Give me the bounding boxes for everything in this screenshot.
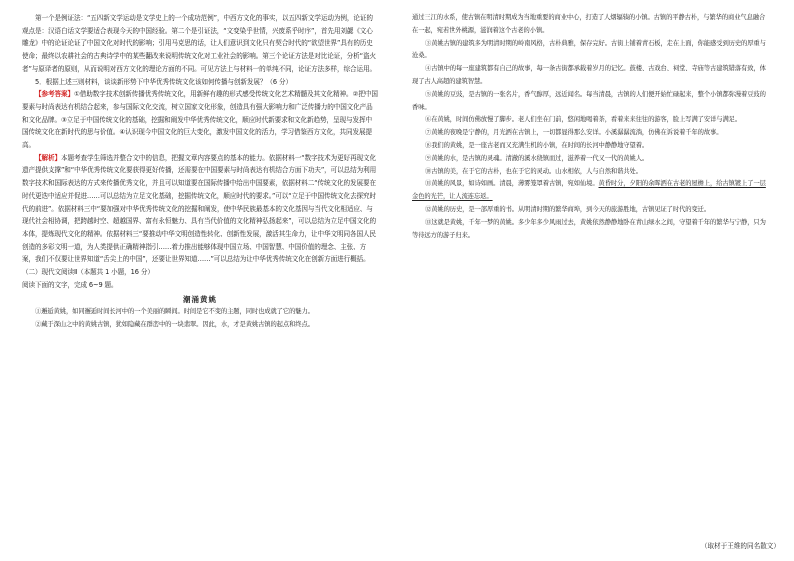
passage-paragraph-3: ③黄姚古镇的建筑多为明清时期的岭南风格，古朴典雅，保存完好。古街上铺着青石板，走在上面，你能感受到历史的厚重与沧桑。 bbox=[412, 39, 766, 60]
analysis-tag: 【解析】 bbox=[35, 153, 61, 162]
underlined-sentence: 黄昏时分，夕阳的余晖洒在古老的屋檐上，给古镇镀上了一层金色的光芒，让人流连忘返。 bbox=[412, 180, 766, 201]
left-column bbox=[22, 12, 378, 332]
passage-source: （取材于王维的同名散文） bbox=[700, 542, 780, 550]
passage-paragraph-4: ④古镇中的每一座建筑都有自己的故事，每一条古街都承载着岁月的记忆。鼓楼、古戏台、祠堂、寺庙等古建筑错落有致，体现了古人高超的建筑智慧。 bbox=[412, 65, 766, 85]
analysis-text: 本题考查学生筛选并整合文中的信息，把握文章内容要点的基本的能力。依据材料一“数字技术为更好再现文化遗产提供支撑”和“中华优秀传统文化要获得更好传播，还需要在中国要素与时尚表达有机结合方面下功夫”，可以总结为利用数字技术和国际表达的方式来传播优秀文化，并且可以知道要在国际传播中给出中国要素，依据材料二“传统文化的发展要在时代更迭中适应并促进……可以总结为立足文化基础，挖掘传统文化，顺应时代的要求。”可以“立足于中国传统文化去探究时代的前进”。依据材料三中“要加强对中华优秀传统文化的挖掘和阐发，使中华民族最基本的文化基因与当代文化相适应、与现代社会相协调，把跨越时空、超越国界、富有永恒魅力、具有当代价值的文化精神弘扬起来”，可以总结为立足中国文化的本体，提炼现代文化的精神。依据材料三“要推动中华文明创造性转化、创新性发展，激活其生命力，让中华文明同各国人民创造的多彩文明一道，为人类提供正确精神指引……着力推出能够体现中国立场、中国智慧、中国价值的理念、主张、方案，我们不仅要让世界知道“舌尖上的中国”，还要让世界知道……”可以总结为让中华优秀传统文化在创新方面进行概括。 bbox=[22, 153, 377, 264]
right-column bbox=[412, 12, 768, 242]
passage-paragraph-9: ⑨黄姚的水，是古镇的灵魂。清澈的溪水绕镇而过，滋养着一代又一代的黄姚人。 bbox=[425, 154, 649, 162]
passage-paragraph-2: ②藏于深山之中的黄姚古镇，犹如隐藏在群峦中的一块翡翠。因此，水，才是黄姚古镇的起点和终点。 bbox=[35, 321, 314, 329]
reference-answer: ①借助数字技术创新传播优秀传统文化，用新鲜有趣的形式感受传统文化艺术精髓及其文化精神。②把中国要素与时尚表达有机结合起来，参与国际文化交流，树立国家文化形象，创造具有强大影响力和广泛传播力的中国文化产品和文化品牌。③立足于中国传统文化的基础，挖掘和阐发中华优秀传统文化，顺应时代新要求和文化新趋势，呈现与发挥中国传统文化在新时代的思与价值。④认识现今中国文化的巨大变化，激发中国文化的活力，学习借鉴西方文化，共同发展提高。 bbox=[22, 90, 378, 150]
reading-instruction: 阅读下面的文字，完成 6~9 题。 bbox=[22, 280, 118, 289]
passage-paragraph-10: ⑩古镇的美，在于它的古朴，也在于它的灵动。山水相依，人与自然和谐共处。 bbox=[425, 167, 642, 175]
paragraph-11-text: ⑪黄姚的风景，如诗如画。清晨，薄雾笼罩着古镇，宛如仙境。 bbox=[425, 180, 599, 188]
passage-paragraph-1: ①邂逅黄姚，如同邂逅时间长河中的一个美丽的瞬间。时间是它不变的主题，同时也成就了它的魅力。 bbox=[35, 308, 314, 316]
passage-paragraph-11 bbox=[412, 178, 768, 204]
passage-paragraph-7: ⑦黄姚的夜晚是宁静的，月光洒在古镇上，一切都显得那么安详。小溪潺潺流淌，仿佛在诉说着千年的故事。 bbox=[425, 129, 723, 137]
paragraph-argument-analysis: 第一个是例证法：“五四新文学运动是文学史上的一个成功范例”，中西方文化的事实，以五四新文学运动为例，论证的观点是：汉语白话文学要适合表现今天的中国经验。第二个是引证法，“文变染乎世情，兴废系乎时序”，首先用刘勰《文心雕龙》中的论证论证了中国文化对时代的影响；引用马克思的话，让人们意识到文化只有契合时代的“欲望世界”具有的历史使命；最终以农耕社会的古典诗学中的某些翻改来说明传统文化对工业社会的影响。第三个论证方法是对比论证，分析“盗火者”与原译者的原则，从而说明对西方文化的理论方面的不同。可见方法上与材料一的单纯不同，论证方法多样，综合运用。 bbox=[22, 14, 376, 73]
passage-continued: 通过三江的水系，使古镇在明清时期成为当地重要的商业中心，打造了人烟辐辏的小镇。古镇的平静古朴，与繁华的商业气息融合在一起，宛若世外桃源，滋润着这个古老的小镇。 bbox=[412, 14, 766, 34]
passage-paragraph-5: ⑤黄姚的豆豉，是古镇的一张名片，香气醇厚，远近闻名。每当清晨，古镇的人们便开始忙碌起来，整个小镇都弥漫着豆豉的香味。 bbox=[412, 90, 766, 111]
passage-paragraph-6: ⑥在黄姚，时间仿佛放慢了脚步。老人们坐在门前，悠闲地喝着茶，看着来来往往的游客，脸上写满了安详与满足。 bbox=[425, 116, 742, 124]
passage-paragraph-12: ⑫黄姚的历史，是一部厚重的书。从明清时期的繁华商埠，到今天的旅游胜地，古镇见证了时代的变迁。 bbox=[425, 205, 711, 213]
passage-paragraph-13: ⑬这就是黄姚，千年一梦的黄姚。多少年多少风雨过去，黄姚依然静静地卧在青山绿水之间，守望着千年的繁华与宁静，只为等待远方的游子归来。 bbox=[412, 218, 766, 239]
question-5: 5．根据上述三则材料，谈谈新形势下中华优秀传统文化该如何传播与创新发展？（6 分） bbox=[35, 77, 292, 86]
reference-answer-tag: 【参考答案】 bbox=[35, 90, 74, 99]
passage-paragraph-8: ⑧我们的黄姚，是一座古老而又充满生机的小镇，在时间的长河中静静地守望着。 bbox=[425, 141, 649, 149]
section-heading: （二）现代文阅读Ⅱ（本题共 1 小题，16 分） bbox=[22, 268, 154, 277]
passage-title: 潮涌黄姚 bbox=[183, 295, 217, 305]
